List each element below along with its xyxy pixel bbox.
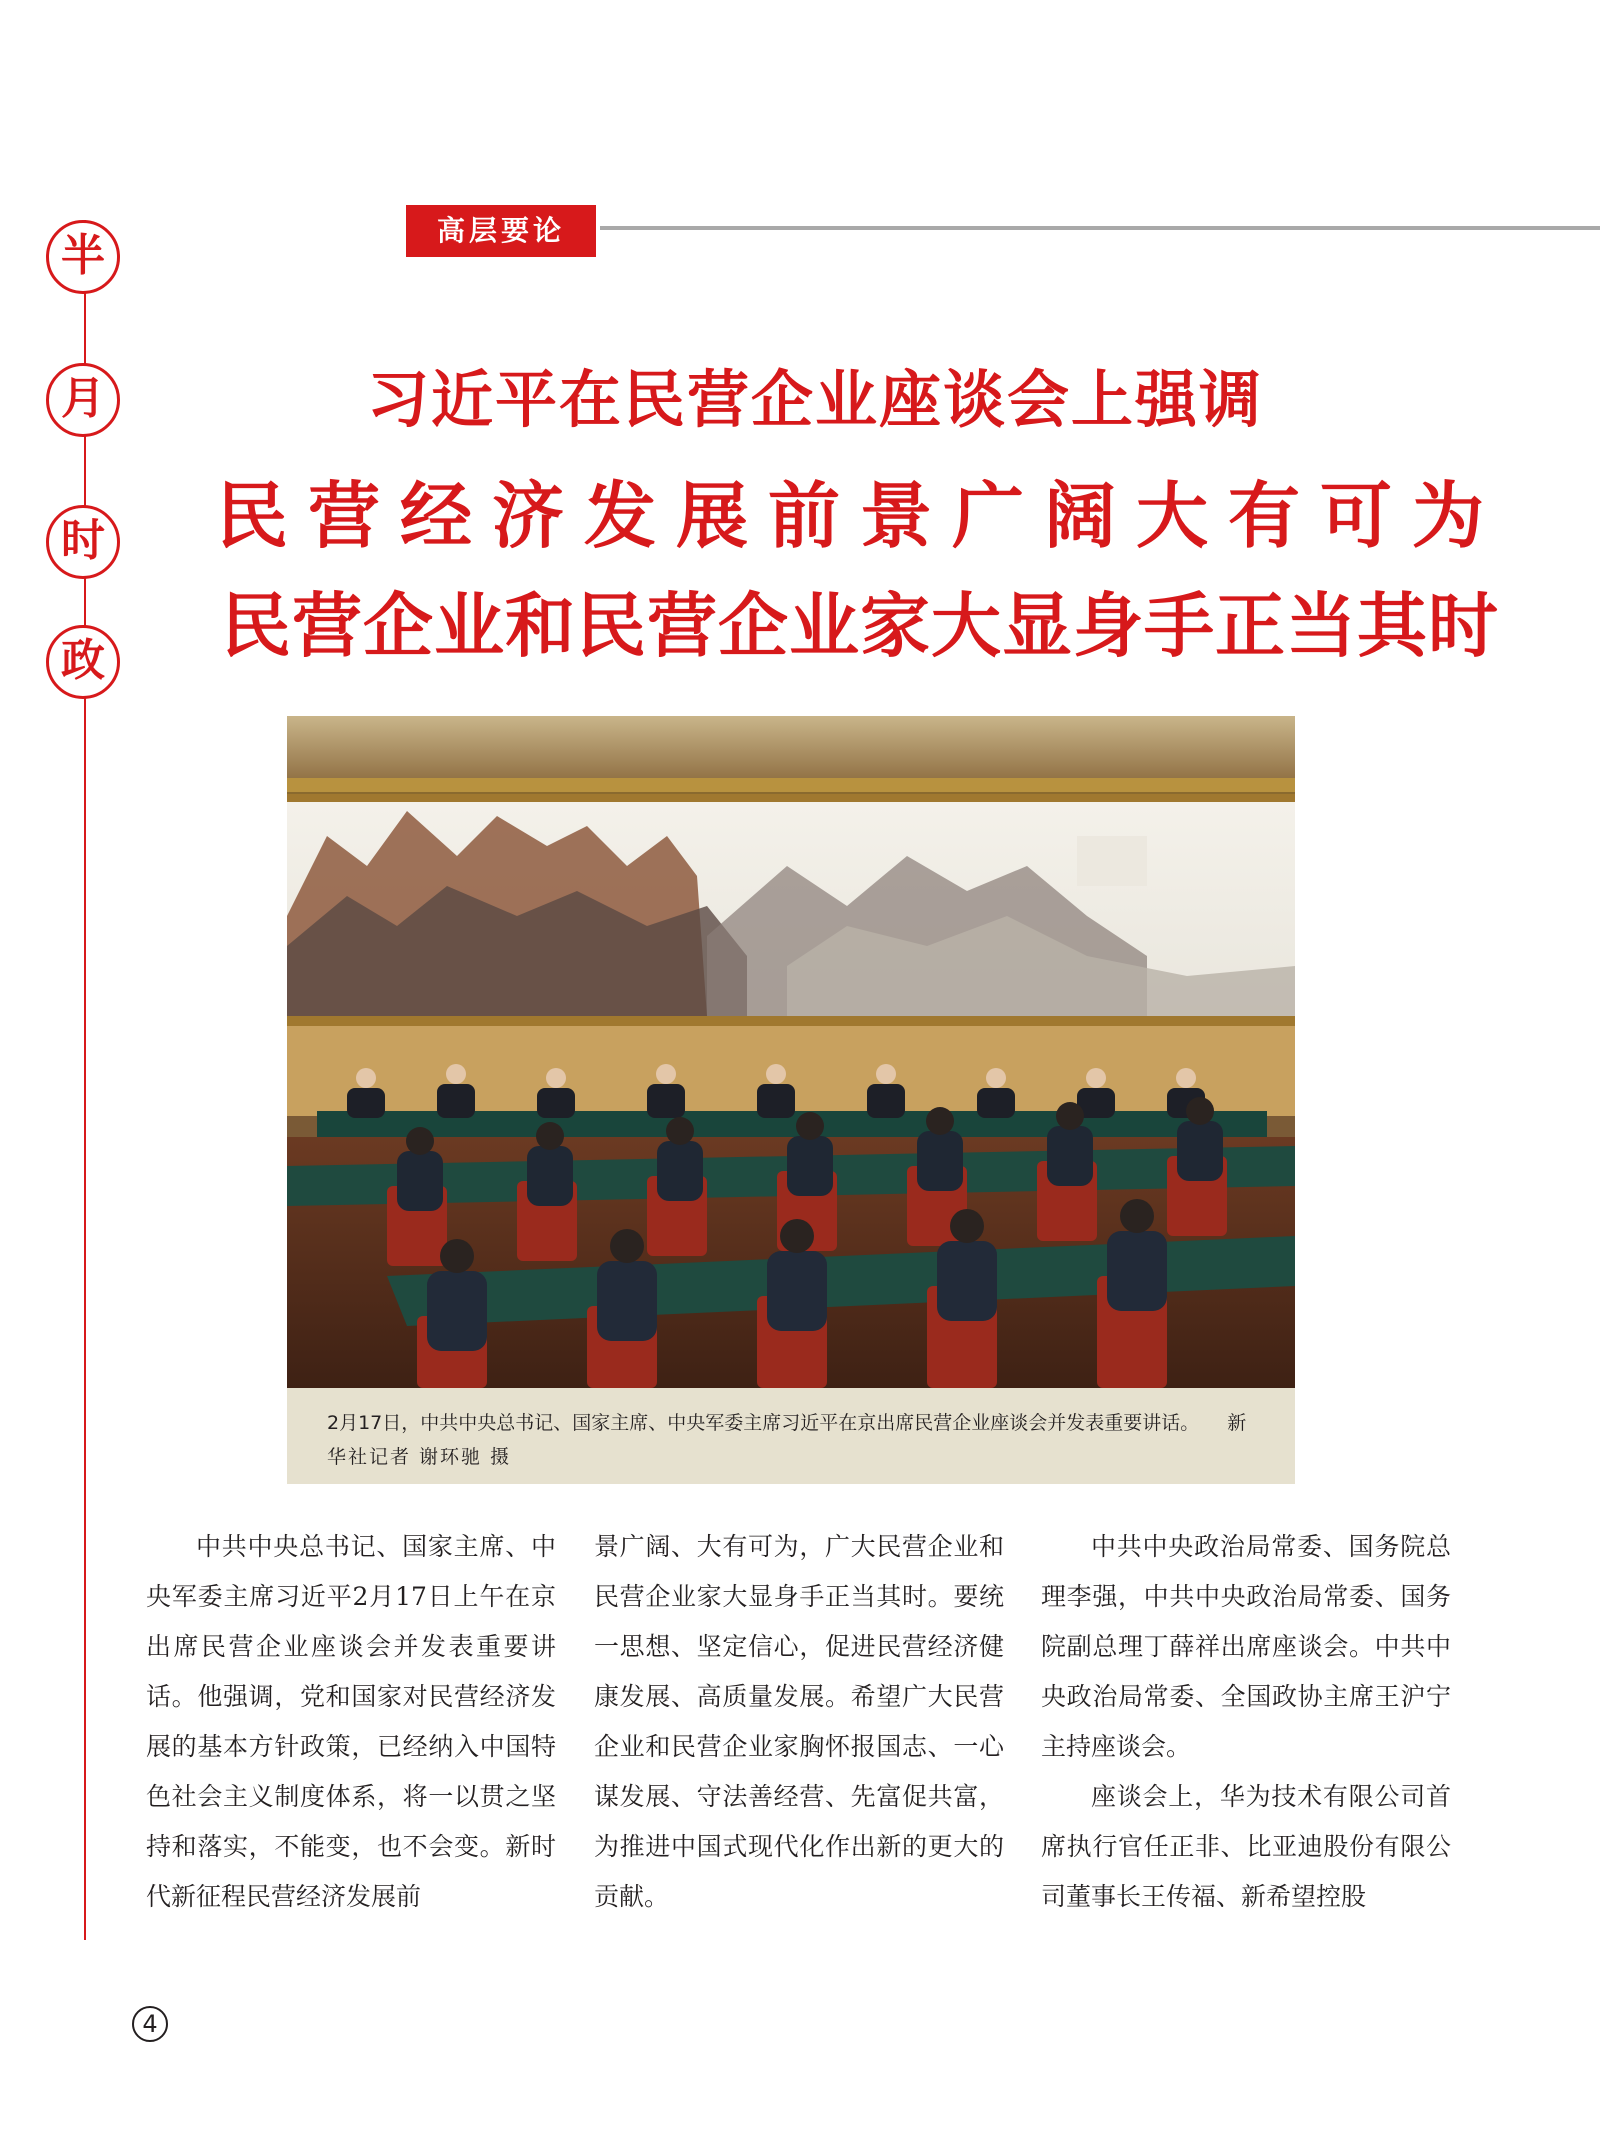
sidebar-char-4: 政 xyxy=(46,625,120,699)
photo-caption xyxy=(287,1388,1295,1484)
headline-line-1: 习近平在民营企业座谈会上强调 xyxy=(366,363,1263,436)
article-column-1 xyxy=(146,1522,556,1922)
sidebar-rule xyxy=(84,690,86,1940)
headline-line-3: 民营企业和民营企业家大显身手正当其时 xyxy=(221,585,1499,667)
article-column-2 xyxy=(594,1522,1004,1922)
sidebar-char-1: 半 xyxy=(46,220,120,294)
article-paragraph: 中共中央政治局常委、国务院总理李强，中共中央政治局常委、国务院副总理丁薛祥出席座谈会。中共中央政治局常委、全国政协主席王沪宁主持座谈会。 xyxy=(1041,1532,1451,1761)
photo-credit: 新华社记者 谢环驰 摄 xyxy=(327,1412,1249,1468)
sidebar-char-2: 月 xyxy=(46,363,120,437)
article-paragraph: 景广阔、大有可为，广大民营企业和民营企业家大显身手正当其时。要统一思想、坚定信心，促进民营经济健康发展、高质量发展。希望广大民营企业和民营企业家胸怀报国志、一心谋发展、守法善经营、先富促共富，为推进中国式现代化作出新的更大的贡献。 xyxy=(594,1532,1004,1911)
meeting-photo-illustration xyxy=(287,716,1295,1388)
caption-text: 2月17日，中共中央总书记、国家主席、中央军委主席习近平在京出席民营企业座谈会并发表重要讲话。 xyxy=(327,1412,1200,1434)
article-paragraph: 中共中央总书记、国家主席、中央军委主席习近平2月17日上午在京出席民营企业座谈会并发表重要讲话。他强调，党和国家对民营经济发展的基本方针政策，已经纳入中国特色社会主义制度体系，将一以贯之坚持和落实，不能变，也不会变。新时代新征程民营经济发展前 xyxy=(146,1532,556,1911)
headline-line-2: 民营经济发展前景广阔大有可为 xyxy=(215,474,1504,558)
section-rule xyxy=(600,226,1600,230)
page-number: 4 xyxy=(132,2006,168,2042)
sidebar-char-3: 时 xyxy=(46,505,120,579)
meeting-photo xyxy=(287,716,1295,1388)
section-tag: 高层要论 xyxy=(406,205,596,257)
article-column-3 xyxy=(1041,1522,1451,1922)
article-paragraph: 座谈会上，华为技术有限公司首席执行官任正非、比亚迪股份有限公司董事长王传福、新希望控股 xyxy=(1041,1782,1451,1911)
